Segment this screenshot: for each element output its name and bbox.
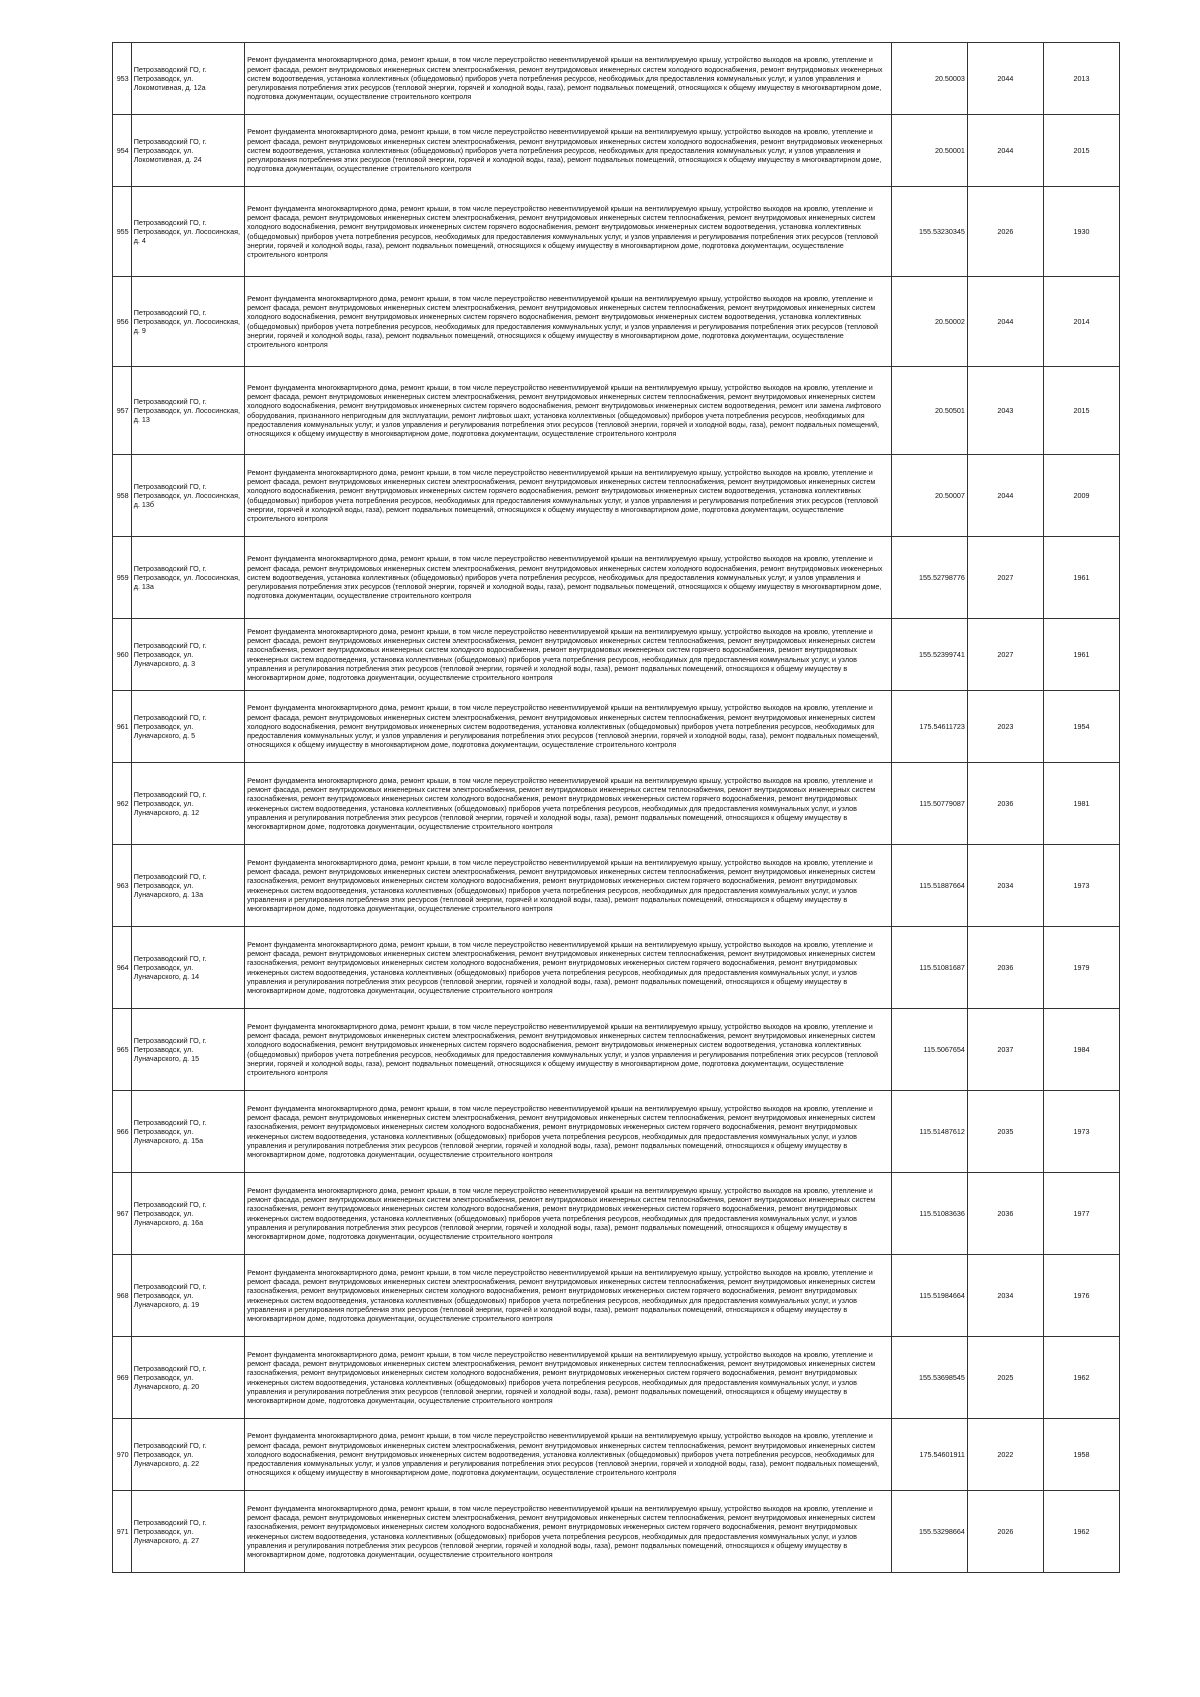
address-cell: Петрозаводский ГО, г. Петрозаводск, ул. Луначарского, д. 5 [131, 691, 244, 763]
address-cell: Петрозаводский ГО, г. Петрозаводск, ул. Локомотивная, д. 12а [131, 43, 244, 115]
address-cell: Петрозаводский ГО, г. Петрозаводск, ул. Лососинская, д. 13 [131, 367, 244, 455]
table-row [113, 927, 1120, 1009]
planned-year-cell: 2027 [967, 537, 1043, 619]
table-row [113, 115, 1120, 187]
works-cell: Ремонт фундамента многоквартирного дома, ремонт крыши, в том числе переустройство невентилируемой крыши на вентилируемую крышу, устройство выходов на кровлю, утепление и ремонт фасада, ремонт внутридомовых инженерных систем электроснабжения, ремонт внутридомовых инженерных систем теплоснабжения, ремонт внутридомовых инженерных систем холодного водоснабжения, ремонт внутридомовых инженерных систем водоотведения, установка коллективных (общедомовых) приборов учета потребления ресурсов, необходимых для предоставления коммунальных услуг, и узлов управления и регулирования потребления этих ресурсов (тепловой энергии, горячей и холодной воды, газа), ремонт подвальных помещений, относящихся к общему имуществу в многоквартирном доме, подготовка документации, осуществление строительного контроля [245, 691, 892, 763]
built-year-cell: 1984 [1043, 1009, 1119, 1091]
row-number: 960 [113, 619, 132, 691]
table-row [113, 277, 1120, 367]
address-cell: Петрозаводский ГО, г. Петрозаводск, ул. Луначарского, д. 3 [131, 619, 244, 691]
row-number: 954 [113, 115, 132, 187]
address-cell: Петрозаводский ГО, г. Петрозаводск, ул. Лососинская, д. 13б [131, 455, 244, 537]
table-row [113, 43, 1120, 115]
planned-year-cell: 2026 [967, 1491, 1043, 1573]
works-cell: Ремонт фундамента многоквартирного дома, ремонт крыши, в том числе переустройство невентилируемой крыши на вентилируемую крышу, устройство выходов на кровлю, утепление и ремонт фасада, ремонт внутридомовых инженерных систем электроснабжения, ремонт внутридомовых инженерных систем теплоснабжения, ремонт внутридомовых инженерных систем холодного водоснабжения, ремонт внутридомовых инженерных систем горячего водоснабжения, ремонт внутридомовых инженерных систем водоотведения, установка коллективных (общедомовых) приборов учета потребления ресурсов, необходимых для предоставления коммунальных услуг, и узлов управления и регулирования потребления этих ресурсов (тепловой энергии, горячей и холодной воды, газа), ремонт подвальных помещений, относящихся к общему имуществу в многоквартирном доме, подготовка документации, осуществление строительного контроля [245, 1009, 892, 1091]
address-cell: Петрозаводский ГО, г. Петрозаводск, ул. Луначарского, д. 14 [131, 927, 244, 1009]
built-year-cell: 1977 [1043, 1173, 1119, 1255]
row-number: 967 [113, 1173, 132, 1255]
works-cell: Ремонт фундамента многоквартирного дома, ремонт крыши, в том числе переустройство невентилируемой крыши на вентилируемую крышу, устройство выходов на кровлю, утепление и ремонт фасада, ремонт внутридомовых инженерных систем электроснабжения, ремонт внутридомовых инженерных систем теплоснабжения, ремонт внутридомовых инженерных систем газоснабжения, ремонт внутридомовых инженерных систем холодного водоснабжения, ремонт внутридомовых инженерных систем горячего водоснабжения, ремонт внутридомовых инженерных систем водоотведения, установка коллективных (общедомовых) приборов учета потребления ресурсов, необходимых для предоставления коммунальных услуг, и узлов управления и регулирования потребления этих ресурсов (тепловой энергии, горячей и холодной воды, газа), ремонт подвальных помещений, относящихся к общему имуществу в многоквартирном доме, подготовка документации, осуществление строительного контроля [245, 1091, 892, 1173]
address-cell: Петрозаводский ГО, г. Петрозаводск, ул. Луначарского, д. 15 [131, 1009, 244, 1091]
built-year-cell: 2015 [1043, 367, 1119, 455]
built-year-cell: 1930 [1043, 187, 1119, 277]
row-number: 964 [113, 927, 132, 1009]
planned-year-cell: 2036 [967, 1173, 1043, 1255]
table-row [113, 187, 1120, 277]
built-year-cell: 2009 [1043, 455, 1119, 537]
row-number: 953 [113, 43, 132, 115]
cost-cell: 115.51487612 [891, 1091, 967, 1173]
row-number: 961 [113, 691, 132, 763]
planned-year-cell: 2022 [967, 1419, 1043, 1491]
built-year-cell: 1973 [1043, 1091, 1119, 1173]
address-cell: Петрозаводский ГО, г. Петрозаводск, ул. Лососинская, д. 4 [131, 187, 244, 277]
planned-year-cell: 2036 [967, 927, 1043, 1009]
cost-cell: 175.54611723 [891, 691, 967, 763]
works-cell: Ремонт фундамента многоквартирного дома, ремонт крыши, в том числе переустройство невентилируемой крыши на вентилируемую крышу, устройство выходов на кровлю, утепление и ремонт фасада, ремонт внутридомовых инженерных систем электроснабжения, ремонт внутридомовых инженерных систем теплоснабжения, ремонт внутридомовых инженерных систем газоснабжения, ремонт внутридомовых инженерных систем холодного водоснабжения, ремонт внутридомовых инженерных систем горячего водоснабжения, ремонт внутридомовых инженерных систем водоотведения, установка коллективных (общедомовых) приборов учета потребления ресурсов, необходимых для предоставления коммунальных услуг, и узлов управления и регулирования потребления этих ресурсов (тепловой энергии, горячей и холодной воды, газа), ремонт подвальных помещений, относящихся к общему имуществу в многоквартирном доме, подготовка документации, осуществление строительного контроля [245, 845, 892, 927]
row-number: 971 [113, 1491, 132, 1573]
built-year-cell: 1961 [1043, 619, 1119, 691]
table-row [113, 1419, 1120, 1491]
address-cell: Петрозаводский ГО, г. Петрозаводск, ул. Луначарского, д. 22 [131, 1419, 244, 1491]
planned-year-cell: 2025 [967, 1337, 1043, 1419]
address-cell: Петрозаводский ГО, г. Петрозаводск, ул. Лососинская, д. 9 [131, 277, 244, 367]
works-cell: Ремонт фундамента многоквартирного дома, ремонт крыши, в том числе переустройство невентилируемой крыши на вентилируемую крышу, устройство выходов на кровлю, утепление и ремонт фасада, ремонт внутридомовых инженерных систем электроснабжения, ремонт внутридомовых инженерных систем теплоснабжения, ремонт внутридомовых инженерных систем холодного водоснабжения, ремонт внутридомовых инженерных систем горячего водоснабжения, ремонт внутридомовых инженерных систем водоотведения, установка коллективных (общедомовых) приборов учета потребления ресурсов, необходимых для предоставления коммунальных услуг, и узлов управления и регулирования потребления этих ресурсов (тепловой энергии, горячей и холодной воды, газа), ремонт подвальных помещений, относящихся к общему имуществу в многоквартирном доме, подготовка документации, осуществление строительного контроля [245, 455, 892, 537]
cost-cell: 115.51887664 [891, 845, 967, 927]
address-cell: Петрозаводский ГО, г. Петрозаводск, ул. Луначарского, д. 16а [131, 1173, 244, 1255]
row-number: 965 [113, 1009, 132, 1091]
planned-year-cell: 2026 [967, 187, 1043, 277]
table-row [113, 845, 1120, 927]
cost-cell: 155.53230345 [891, 187, 967, 277]
address-cell: Петрозаводский ГО, г. Петрозаводск, ул. Луначарского, д. 12 [131, 763, 244, 845]
cost-cell: 115.51081687 [891, 927, 967, 1009]
document-page [112, 42, 1120, 1573]
row-number: 969 [113, 1337, 132, 1419]
row-number: 957 [113, 367, 132, 455]
works-cell: Ремонт фундамента многоквартирного дома, ремонт крыши, в том числе переустройство невентилируемой крыши на вентилируемую крышу, устройство выходов на кровлю, утепление и ремонт фасада, ремонт внутридомовых инженерных систем электроснабжения, ремонт внутридомовых инженерных систем холодного водоснабжения, ремонт внутридомовых инженерных систем водоотведения, установка коллективных (общедомовых) приборов учета потребления ресурсов, необходимых для предоставления коммунальных услуг, и узлов управления и регулирования потребления этих ресурсов (тепловой энергии, горячей и холодной воды, газа), ремонт подвальных помещений, относящихся к общему имуществу в многоквартирном доме, подготовка документации, осуществление строительного контроля [245, 115, 892, 187]
table-row [113, 367, 1120, 455]
row-number: 968 [113, 1255, 132, 1337]
row-number: 966 [113, 1091, 132, 1173]
table-row [113, 1091, 1120, 1173]
planned-year-cell: 2043 [967, 367, 1043, 455]
planned-year-cell: 2027 [967, 619, 1043, 691]
planned-year-cell: 2036 [967, 763, 1043, 845]
table-row [113, 1255, 1120, 1337]
built-year-cell: 1962 [1043, 1337, 1119, 1419]
planned-year-cell: 2044 [967, 43, 1043, 115]
table-row [113, 1491, 1120, 1573]
row-number: 970 [113, 1419, 132, 1491]
row-number: 958 [113, 455, 132, 537]
planned-year-cell: 2023 [967, 691, 1043, 763]
planned-year-cell: 2034 [967, 1255, 1043, 1337]
table-row [113, 763, 1120, 845]
address-cell: Петрозаводский ГО, г. Петрозаводск, ул. Луначарского, д. 13а [131, 845, 244, 927]
address-cell: Петрозаводский ГО, г. Петрозаводск, ул. Луначарского, д. 19 [131, 1255, 244, 1337]
cost-cell: 20.50003 [891, 43, 967, 115]
works-cell: Ремонт фундамента многоквартирного дома, ремонт крыши, в том числе переустройство невентилируемой крыши на вентилируемую крышу, устройство выходов на кровлю, утепление и ремонт фасада, ремонт внутридомовых инженерных систем электроснабжения, ремонт внутридомовых инженерных систем теплоснабжения, ремонт внутридомовых инженерных систем газоснабжения, ремонт внутридомовых инженерных систем холодного водоснабжения, ремонт внутридомовых инженерных систем горячего водоснабжения, ремонт внутридомовых инженерных систем водоотведения, установка коллективных (общедомовых) приборов учета потребления ресурсов, необходимых для предоставления коммунальных услуг, и узлов управления и регулирования потребления этих ресурсов (тепловой энергии, горячей и холодной воды, газа), ремонт подвальных помещений, относящихся к общему имуществу в многоквартирном доме, подготовка документации, осуществление строительного контроля [245, 1173, 892, 1255]
built-year-cell: 2013 [1043, 43, 1119, 115]
table-row [113, 455, 1120, 537]
cost-cell: 175.54601911 [891, 1419, 967, 1491]
planned-year-cell: 2044 [967, 115, 1043, 187]
cost-cell: 155.52399741 [891, 619, 967, 691]
planned-year-cell: 2037 [967, 1009, 1043, 1091]
cost-cell: 20.50007 [891, 455, 967, 537]
cost-cell: 115.50779087 [891, 763, 967, 845]
built-year-cell: 1958 [1043, 1419, 1119, 1491]
row-number: 963 [113, 845, 132, 927]
table-row [113, 537, 1120, 619]
works-cell: Ремонт фундамента многоквартирного дома, ремонт крыши, в том числе переустройство невентилируемой крыши на вентилируемую крышу, устройство выходов на кровлю, утепление и ремонт фасада, ремонт внутридомовых инженерных систем электроснабжения, ремонт внутридомовых инженерных систем теплоснабжения, ремонт внутридомовых инженерных систем газоснабжения, ремонт внутридомовых инженерных систем холодного водоснабжения, ремонт внутридомовых инженерных систем горячего водоснабжения, ремонт внутридомовых инженерных систем водоотведения, установка коллективных (общедомовых) приборов учета потребления ресурсов, необходимых для предоставления коммунальных услуг, и узлов управления и регулирования потребления этих ресурсов (тепловой энергии, горячей и холодной воды, газа), ремонт подвальных помещений, относящихся к общему имуществу в многоквартирном доме, подготовка документации, осуществление строительного контроля [245, 927, 892, 1009]
built-year-cell: 2015 [1043, 115, 1119, 187]
built-year-cell: 1981 [1043, 763, 1119, 845]
built-year-cell: 1954 [1043, 691, 1119, 763]
planned-year-cell: 2034 [967, 845, 1043, 927]
built-year-cell: 1979 [1043, 927, 1119, 1009]
built-year-cell: 1973 [1043, 845, 1119, 927]
row-number: 955 [113, 187, 132, 277]
row-number: 962 [113, 763, 132, 845]
cost-cell: 155.53698545 [891, 1337, 967, 1419]
works-cell: Ремонт фундамента многоквартирного дома, ремонт крыши, в том числе переустройство невентилируемой крыши на вентилируемую крышу, устройство выходов на кровлю, утепление и ремонт фасада, ремонт внутридомовых инженерных систем электроснабжения, ремонт внутридомовых инженерных систем теплоснабжения, ремонт внутридомовых инженерных систем холодного водоснабжения, ремонт внутридомовых инженерных систем горячего водоснабжения, ремонт внутридомовых инженерных систем водоотведения, ремонт или замена лифтового оборудования, признанного непригодным для эксплуатации, ремонт лифтовых шахт, установка коллективных (общедомовых) приборов учета потребления ресурсов, необходимых для предоставления коммунальных услуг, и узлов управления и регулирования потребления этих ресурсов (тепловой энергии, горячей и холодной воды, газа), ремонт подвальных помещений, относящихся к общему имуществу в многоквартирном доме, подготовка документации, осуществление строительного контроля [245, 367, 892, 455]
works-cell: Ремонт фундамента многоквартирного дома, ремонт крыши, в том числе переустройство невентилируемой крыши на вентилируемую крышу, устройство выходов на кровлю, утепление и ремонт фасада, ремонт внутридомовых инженерных систем электроснабжения, ремонт внутридомовых инженерных систем теплоснабжения, ремонт внутридомовых инженерных систем газоснабжения, ремонт внутридомовых инженерных систем холодного водоснабжения, ремонт внутридомовых инженерных систем горячего водоснабжения, ремонт внутридомовых инженерных систем водоотведения, установка коллективных (общедомовых) приборов учета потребления ресурсов, необходимых для предоставления коммунальных услуг, и узлов управления и регулирования потребления этих ресурсов (тепловой энергии, горячей и холодной воды, газа), ремонт подвальных помещений, относящихся к общему имуществу в многоквартирном доме, подготовка документации, осуществление строительного контроля [245, 1255, 892, 1337]
cost-cell: 155.53298664 [891, 1491, 967, 1573]
cost-cell: 115.51083636 [891, 1173, 967, 1255]
cost-cell: 155.52798776 [891, 537, 967, 619]
address-cell: Петрозаводский ГО, г. Петрозаводск, ул. Луначарского, д. 27 [131, 1491, 244, 1573]
planned-year-cell: 2044 [967, 455, 1043, 537]
address-cell: Петрозаводский ГО, г. Петрозаводск, ул. Луначарского, д. 15а [131, 1091, 244, 1173]
works-cell: Ремонт фундамента многоквартирного дома, ремонт крыши, в том числе переустройство невентилируемой крыши на вентилируемую крышу, устройство выходов на кровлю, утепление и ремонт фасада, ремонт внутридомовых инженерных систем электроснабжения, ремонт внутридомовых инженерных систем холодного водоснабжения, ремонт внутридомовых инженерных систем водоотведения, установка коллективных (общедомовых) приборов учета потребления ресурсов, необходимых для предоставления коммунальных услуг, и узлов управления и регулирования потребления этих ресурсов (тепловой энергии, горячей и холодной воды, газа), ремонт подвальных помещений, относящихся к общему имуществу в многоквартирном доме, подготовка документации, осуществление строительного контроля [245, 43, 892, 115]
works-cell: Ремонт фундамента многоквартирного дома, ремонт крыши, в том числе переустройство невентилируемой крыши на вентилируемую крышу, устройство выходов на кровлю, утепление и ремонт фасада, ремонт внутридомовых инженерных систем электроснабжения, ремонт внутридомовых инженерных систем теплоснабжения, ремонт внутридомовых инженерных систем холодного водоснабжения, ремонт внутридомовых инженерных систем водоотведения, установка коллективных (общедомовых) приборов учета потребления ресурсов, необходимых для предоставления коммунальных услуг, и узлов управления и регулирования потребления этих ресурсов (тепловой энергии, горячей и холодной воды, газа), ремонт подвальных помещений, относящихся к общему имуществу в многоквартирном доме, подготовка документации, осуществление строительного контроля [245, 1419, 892, 1491]
capital-repair-table [112, 42, 1120, 1573]
row-number: 956 [113, 277, 132, 367]
table-row [113, 1173, 1120, 1255]
works-cell: Ремонт фундамента многоквартирного дома, ремонт крыши, в том числе переустройство невентилируемой крыши на вентилируемую крышу, устройство выходов на кровлю, утепление и ремонт фасада, ремонт внутридомовых инженерных систем электроснабжения, ремонт внутридомовых инженерных систем теплоснабжения, ремонт внутридомовых инженерных систем газоснабжения, ремонт внутридомовых инженерных систем холодного водоснабжения, ремонт внутридомовых инженерных систем горячего водоснабжения, ремонт внутридомовых инженерных систем водоотведения, установка коллективных (общедомовых) приборов учета потребления ресурсов, необходимых для предоставления коммунальных услуг, и узлов управления и регулирования потребления этих ресурсов (тепловой энергии, горячей и холодной воды, газа), ремонт подвальных помещений, относящихся к общему имуществу в многоквартирном доме, подготовка документации, осуществление строительного контроля [245, 1337, 892, 1419]
address-cell: Петрозаводский ГО, г. Петрозаводск, ул. Луначарского, д. 20 [131, 1337, 244, 1419]
cost-cell: 20.50002 [891, 277, 967, 367]
works-cell: Ремонт фундамента многоквартирного дома, ремонт крыши, в том числе переустройство невентилируемой крыши на вентилируемую крышу, устройство выходов на кровлю, утепление и ремонт фасада, ремонт внутридомовых инженерных систем электроснабжения, ремонт внутридомовых инженерных систем теплоснабжения, ремонт внутридомовых инженерных систем газоснабжения, ремонт внутридомовых инженерных систем холодного водоснабжения, ремонт внутридомовых инженерных систем горячего водоснабжения, ремонт внутридомовых инженерных систем водоотведения, установка коллективных (общедомовых) приборов учета потребления ресурсов, необходимых для предоставления коммунальных услуг, и узлов управления и регулирования потребления этих ресурсов (тепловой энергии, горячей и холодной воды, газа), ремонт подвальных помещений, относящихся к общему имуществу в многоквартирном доме, подготовка документации, осуществление строительного контроля [245, 1491, 892, 1573]
row-number: 959 [113, 537, 132, 619]
works-cell: Ремонт фундамента многоквартирного дома, ремонт крыши, в том числе переустройство невентилируемой крыши на вентилируемую крышу, устройство выходов на кровлю, утепление и ремонт фасада, ремонт внутридомовых инженерных систем электроснабжения, ремонт внутридомовых инженерных систем теплоснабжения, ремонт внутридомовых инженерных систем газоснабжения, ремонт внутридомовых инженерных систем холодного водоснабжения, ремонт внутридомовых инженерных систем горячего водоснабжения, ремонт внутридомовых инженерных систем водоотведения, установка коллективных (общедомовых) приборов учета потребления ресурсов, необходимых для предоставления коммунальных услуг, и узлов управления и регулирования потребления этих ресурсов (тепловой энергии, горячей и холодной воды, газа), ремонт подвальных помещений, относящихся к общему имуществу в многоквартирном доме, подготовка документации, осуществление строительного контроля [245, 763, 892, 845]
address-cell: Петрозаводский ГО, г. Петрозаводск, ул. Локомотивная, д. 24 [131, 115, 244, 187]
planned-year-cell: 2035 [967, 1091, 1043, 1173]
cost-cell: 115.51984664 [891, 1255, 967, 1337]
table-body [113, 43, 1120, 1573]
table-row [113, 691, 1120, 763]
built-year-cell: 1961 [1043, 537, 1119, 619]
table-row [113, 1009, 1120, 1091]
works-cell: Ремонт фундамента многоквартирного дома, ремонт крыши, в том числе переустройство невентилируемой крыши на вентилируемую крышу, устройство выходов на кровлю, утепление и ремонт фасада, ремонт внутридомовых инженерных систем электроснабжения, ремонт внутридомовых инженерных систем холодного водоснабжения, ремонт внутридомовых инженерных систем водоотведения, установка коллективных (общедомовых) приборов учета потребления ресурсов, необходимых для предоставления коммунальных услуг, и узлов управления и регулирования потребления этих ресурсов (тепловой энергии, горячей и холодной воды, газа), ремонт подвальных помещений, относящихся к общему имуществу в многоквартирном доме, подготовка документации, осуществление строительного контроля [245, 537, 892, 619]
address-cell: Петрозаводский ГО, г. Петрозаводск, ул. Лососинская, д. 13а [131, 537, 244, 619]
table-row [113, 1337, 1120, 1419]
built-year-cell: 1962 [1043, 1491, 1119, 1573]
table-row [113, 619, 1120, 691]
works-cell: Ремонт фундамента многоквартирного дома, ремонт крыши, в том числе переустройство невентилируемой крыши на вентилируемую крышу, устройство выходов на кровлю, утепление и ремонт фасада, ремонт внутридомовых инженерных систем электроснабжения, ремонт внутридомовых инженерных систем теплоснабжения, ремонт внутридомовых инженерных систем газоснабжения, ремонт внутридомовых инженерных систем холодного водоснабжения, ремонт внутридомовых инженерных систем горячего водоснабжения, ремонт внутридомовых инженерных систем водоотведения, установка коллективных (общедомовых) приборов учета потребления ресурсов, необходимых для предоставления коммунальных услуг, и узлов управления и регулирования потребления этих ресурсов (тепловой энергии, горячей и холодной воды, газа), ремонт подвальных помещений, относящихся к общему имуществу в многоквартирном доме, подготовка документации, осуществление строительного контроля [245, 619, 892, 691]
works-cell: Ремонт фундамента многоквартирного дома, ремонт крыши, в том числе переустройство невентилируемой крыши на вентилируемую крышу, устройство выходов на кровлю, утепление и ремонт фасада, ремонт внутридомовых инженерных систем электроснабжения, ремонт внутридомовых инженерных систем теплоснабжения, ремонт внутридомовых инженерных систем холодного водоснабжения, ремонт внутридомовых инженерных систем горячего водоснабжения, ремонт внутридомовых инженерных систем водоотведения, установка коллективных (общедомовых) приборов учета потребления ресурсов, необходимых для предоставления коммунальных услуг, и узлов управления и регулирования потребления этих ресурсов (тепловой энергии, горячей и холодной воды, газа), ремонт подвальных помещений, относящихся к общему имуществу в многоквартирном доме, подготовка документации, осуществление строительного контроля [245, 277, 892, 367]
planned-year-cell: 2044 [967, 277, 1043, 367]
built-year-cell: 2014 [1043, 277, 1119, 367]
cost-cell: 20.50001 [891, 115, 967, 187]
cost-cell: 20.50501 [891, 367, 967, 455]
built-year-cell: 1976 [1043, 1255, 1119, 1337]
cost-cell: 115.5067654 [891, 1009, 967, 1091]
works-cell: Ремонт фундамента многоквартирного дома, ремонт крыши, в том числе переустройство невентилируемой крыши на вентилируемую крышу, устройство выходов на кровлю, утепление и ремонт фасада, ремонт внутридомовых инженерных систем электроснабжения, ремонт внутридомовых инженерных систем теплоснабжения, ремонт внутридомовых инженерных систем холодного водоснабжения, ремонт внутридомовых инженерных систем горячего водоснабжения, ремонт внутридомовых инженерных систем водоотведения, установка коллективных (общедомовых) приборов учета потребления ресурсов, необходимых для предоставления коммунальных услуг, и узлов управления и регулирования потребления этих ресурсов (тепловой энергии, горячей и холодной воды, газа), ремонт подвальных помещений, относящихся к общему имуществу в многоквартирном доме, подготовка документации, осуществление строительного контроля [245, 187, 892, 277]
